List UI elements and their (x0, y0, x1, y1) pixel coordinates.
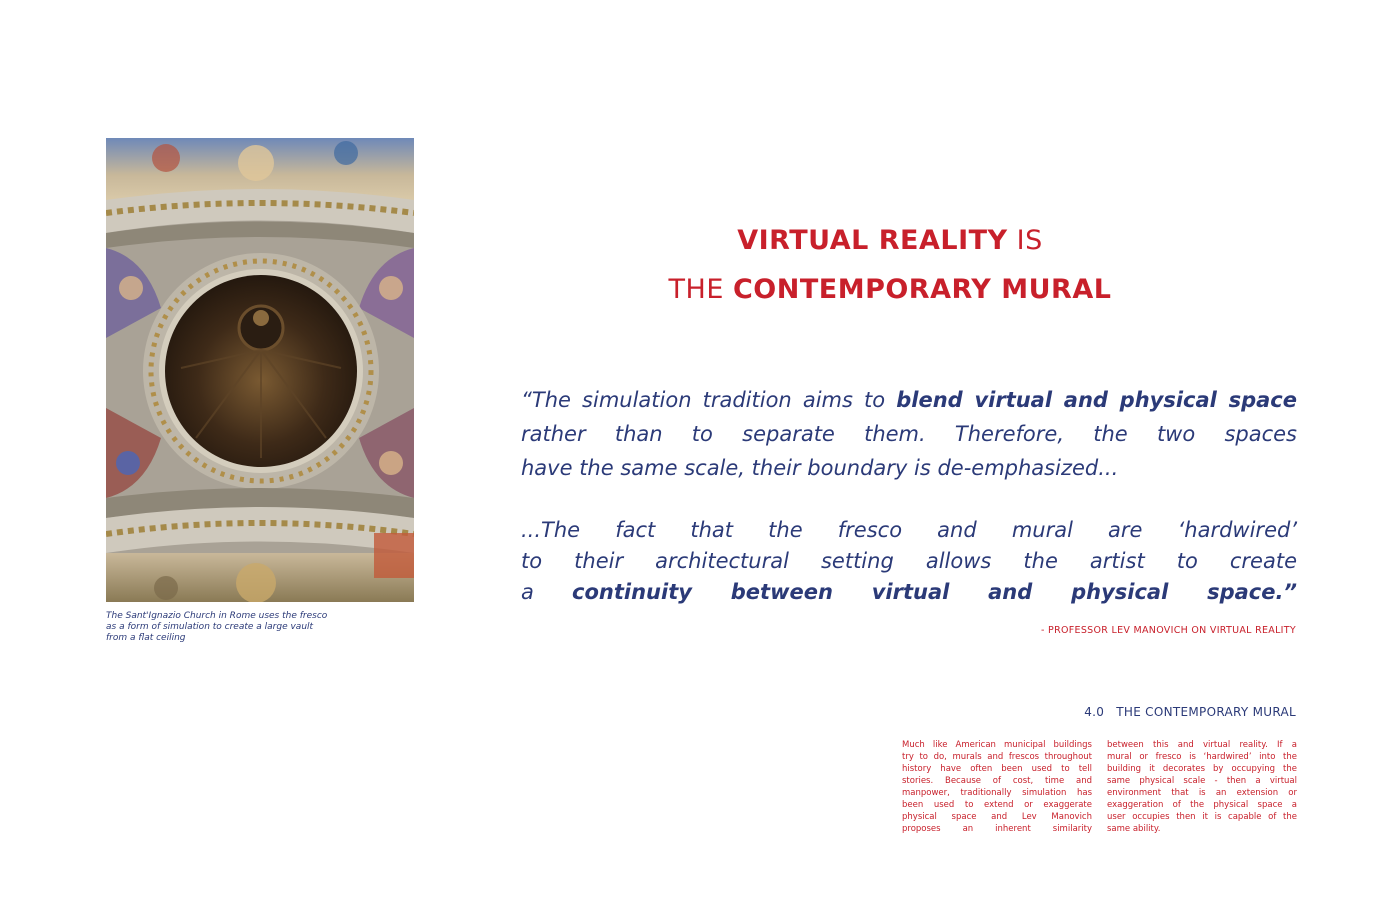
headline-rest-1: IS (1007, 225, 1043, 256)
headline-line-1 (520, 225, 1260, 256)
quote-line (521, 518, 1297, 550)
section-number: 4.0 (1084, 705, 1105, 719)
fresco-ceiling-photo (106, 138, 414, 602)
body-line: Much like American municipal buildings (902, 740, 1092, 750)
caption-line: as a form of simulation to create a large vault (106, 622, 314, 632)
body-line: between this and virtual reality. If a (1107, 740, 1297, 750)
quote-text: rather than to separate them. Therefore, the two spaces (521, 422, 1297, 446)
quote-line (521, 456, 1297, 488)
section-title: THE CONTEMPORARY MURAL (1116, 705, 1296, 719)
quote-text: to their architectural setting allows the artist to create (521, 549, 1297, 573)
quote-line (521, 549, 1297, 581)
headline-prefix-2: THE (668, 274, 733, 305)
fresco-ceiling-icon (106, 138, 414, 602)
headline-bold-2: CONTEMPORARY MURAL (732, 274, 1112, 305)
body-line: try to do, murals and frescos throughout (902, 752, 1092, 762)
body-line: mural or fresco is ‘hardwired’ into the (1107, 752, 1297, 762)
body-line: user occupies then it is capable of the (1107, 812, 1297, 822)
headline-line-2 (520, 274, 1260, 305)
quote-emphasis: continuity between virtual and physical space.” (572, 580, 1297, 604)
body-line: history have often been used to tell (902, 764, 1092, 774)
body-column-left (902, 739, 1092, 835)
caption-line: from a flat ceiling (106, 633, 186, 643)
caption-line: The Sant'Ignazio Church in Rome uses the fresco (106, 611, 328, 621)
body-line: building it decorates by occupying the (1107, 764, 1297, 774)
section-heading (1084, 705, 1296, 719)
body-column-right (1107, 739, 1297, 835)
body-line: environment that is an extension or (1107, 788, 1297, 798)
body-line: exaggeration of the physical space a (1107, 800, 1297, 810)
body-line: proposes an inherent similarity (902, 824, 1092, 834)
body-line: been used to extend or exaggerate (902, 800, 1092, 810)
quote-text: have the same scale, their boundary is de-emphasized... (521, 456, 1119, 480)
quote-emphasis: blend virtual and physical space (896, 388, 1297, 412)
quote-text: a (521, 580, 573, 604)
body-line: same physical scale - then a virtual (1107, 776, 1297, 786)
quote-text: ...The fact that the fresco and mural are ‘hardwired’ (521, 518, 1297, 542)
body-line: stories. Because of cost, time and (902, 776, 1092, 786)
quote-text: “The simulation tradition aims to (521, 388, 897, 412)
body-line: same ability. (1107, 824, 1161, 834)
quote-line (521, 580, 1297, 612)
quote-attribution: - PROFESSOR LEV MANOVICH ON VIRTUAL REALITY (1041, 625, 1296, 636)
body-line: physical space and Lev Manovich (902, 812, 1092, 822)
body-line: manpower, traditionally simulation has (902, 788, 1092, 798)
photo-caption (106, 611, 346, 644)
quote-line (521, 422, 1297, 454)
headline-bold-1: VIRTUAL REALITY (737, 225, 1008, 256)
quote-line (521, 388, 1297, 420)
